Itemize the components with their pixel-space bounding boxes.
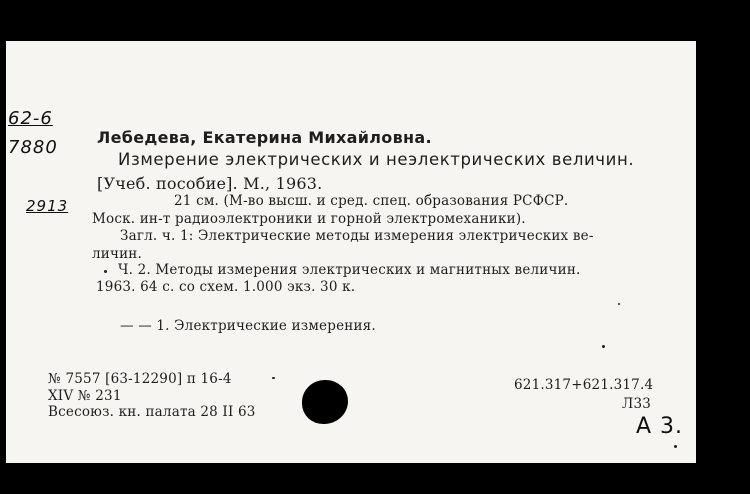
inventory-mark: 2913 <box>26 197 69 215</box>
call-number-bottom: 7880 <box>8 137 58 158</box>
shelf-mark: А 3. <box>636 414 684 439</box>
book-chamber-stamp: Всесоюз. кн. палата 28 II 63 <box>48 404 256 420</box>
note-part2-line1: Ч. 2. Методы измерения электрических и магнитных величин. <box>118 262 581 278</box>
note-part1-line1: Загл. ч. 1: Электрические методы измерения электрических ве- <box>120 228 594 244</box>
call-number-top: 62-6 <box>8 108 53 129</box>
author-heading: Лебедева, Екатерина Михайловна. <box>97 128 432 147</box>
ink-blot <box>302 380 348 424</box>
classification-index: 621.317+621.317.4 <box>514 377 654 393</box>
series-statement: Моск. ин-т радиоэлектроники и горной электромеханики). <box>92 211 526 227</box>
catalog-card <box>6 41 696 463</box>
issue-number: XIV № 231 <box>48 388 122 404</box>
physical-description: 21 см. (М-во высш. и сред. спец. образования РСФСР. <box>174 193 569 209</box>
ink-speck <box>272 377 275 379</box>
note-part1-line2: личин. <box>92 246 142 262</box>
subject-heading: — — 1. Электрические измерения. <box>120 318 376 334</box>
ink-speck <box>618 303 620 305</box>
note-part2-line2: 1963. 64 с. со схем. 1.000 экз. 30 к. <box>96 279 356 295</box>
ink-speck <box>674 445 677 448</box>
author-sign: Л33 <box>622 396 652 412</box>
title-line: Измерение электрических и неэлектрических величин. <box>118 150 635 169</box>
ink-speck <box>104 270 107 273</box>
imprint-line: [Учеб. пособие]. М., 1963. <box>97 174 323 193</box>
order-number: № 7557 [63-12290] п 16-4 <box>48 371 232 387</box>
ink-speck <box>602 345 605 348</box>
